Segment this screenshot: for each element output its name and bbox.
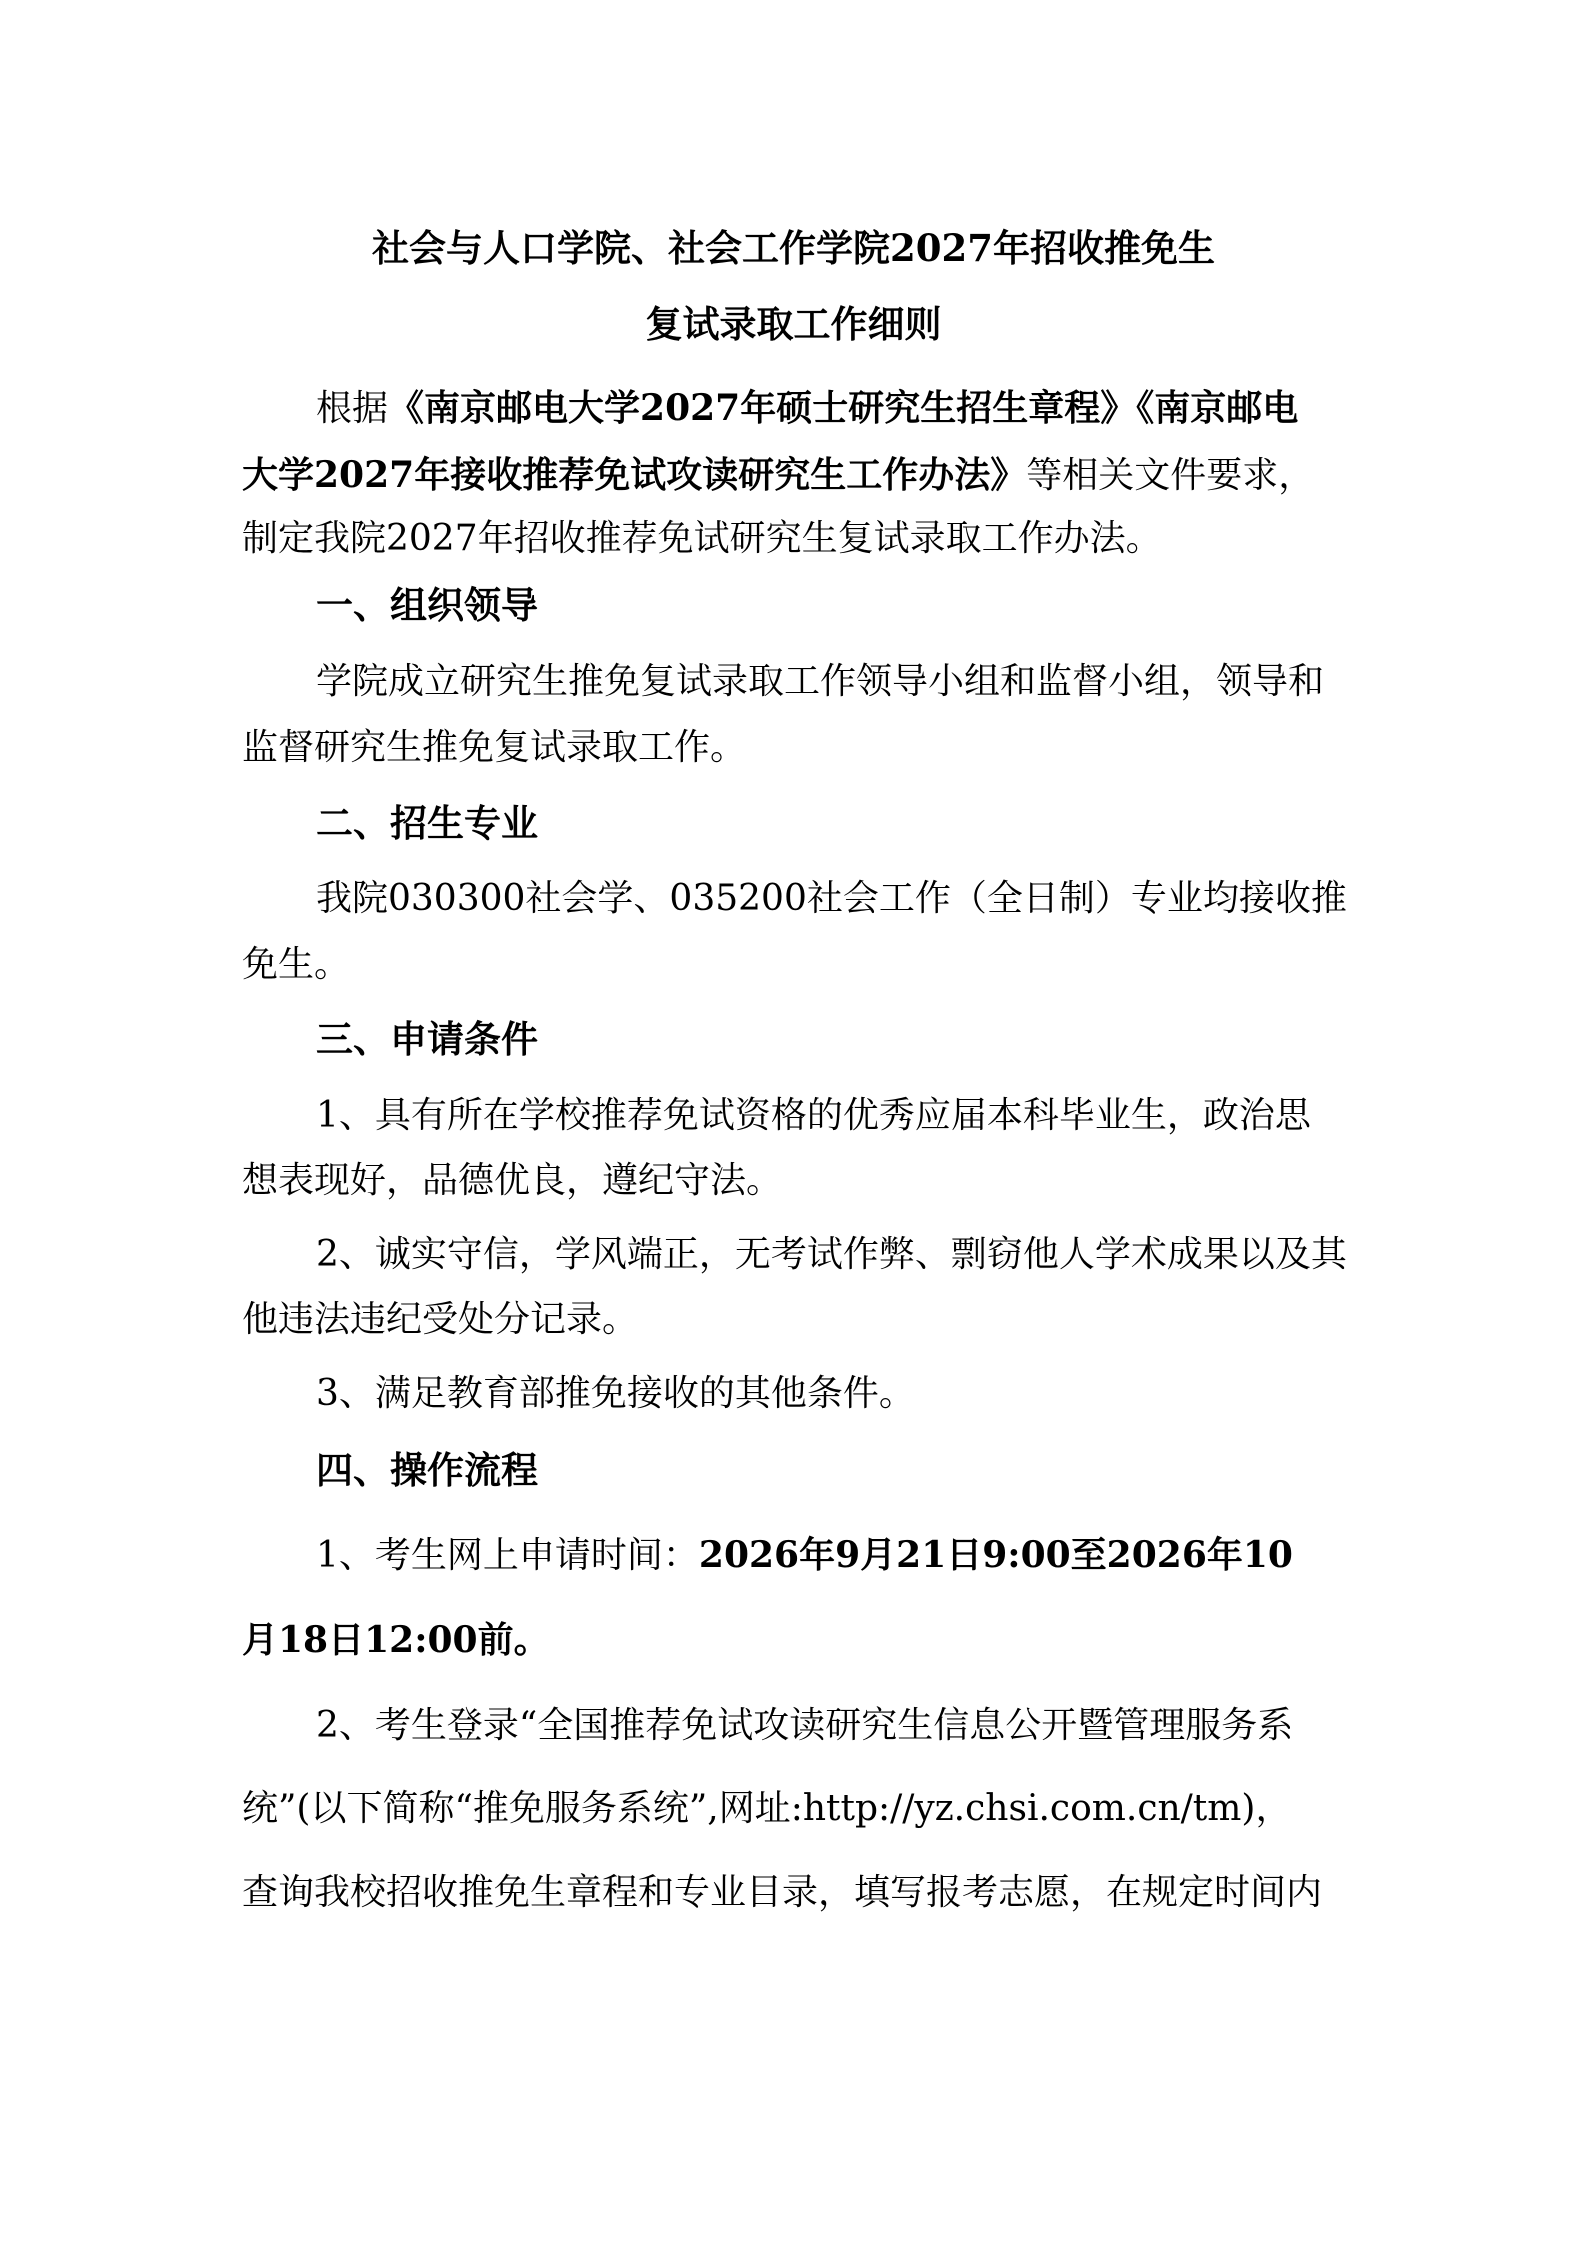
intro-line-3: 制定我院2027年招收推荐免试研究生复试录取工作办法。 (242, 518, 1162, 559)
section-4-item-2-line-3: 查询我校招收推免生章程和专业目录，填写报考志愿，在规定时间内 (242, 1872, 1323, 1913)
application-time-label: 1、考生网上申请时间： (316, 1535, 699, 1576)
section-1-line-2: 监督研究生推免复试录取工作。 (242, 727, 747, 768)
section-1-line-1: 学院成立研究生推免复试录取工作领导小组和监督小组，领导和 (316, 661, 1325, 702)
section-3-item-2-line-2: 他违法违纪受处分记录。 (242, 1299, 639, 1340)
section-2-heading: 二、招生专业 (316, 801, 538, 845)
section-2-line-1: 我院030300社会学、035200社会工作（全日制）专业均接收推 (316, 878, 1347, 919)
application-time-range: 2026年9月21日9:00至2026年10 (698, 1534, 1293, 1576)
section-4-item-2-line-1: 2、考生登录“全国推荐免试攻读研究生信息公开暨管理服务系 (316, 1705, 1294, 1746)
document-title-line-2: 复试录取工作细则 (645, 302, 942, 346)
section-3-item-1-line-2: 想表现好，品德优良，遵纪守法。 (242, 1160, 783, 1201)
section-4-item-2-line-2: 统”(以下简称“推免服务系统”,网址:http://yz.chsi.com.cn/tm)， (242, 1788, 1292, 1829)
document-title-line-1: 社会与人口学院、社会工作学院2027年招收推免生 (372, 226, 1215, 270)
intro-document-reference-1: 《南京邮电大学2027年硕士研究生招生章程》《南京邮电 (388, 387, 1299, 429)
section-3-heading: 三、申请条件 (316, 1017, 538, 1061)
intro-line-2-tail: 等相关文件要求， (1026, 455, 1315, 496)
section-1-heading: 一、组织领导 (316, 583, 538, 627)
intro-document-reference-2: 大学2027年接收推荐免试攻读研究生工作办法》 (242, 454, 1027, 496)
section-3-item-1-line-1: 1、具有所在学校推荐免试资格的优秀应届本科毕业生，政治思 (316, 1095, 1311, 1136)
section-4-item-1-line-1 (316, 1531, 1293, 1580)
section-3-item-2-line-1: 2、诚实守信，学风端正，无考试作弊、剽窃他人学术成果以及其 (316, 1234, 1347, 1275)
section-3-item-3: 3、满足教育部推免接收的其他条件。 (316, 1373, 915, 1414)
section-2-line-2: 免生。 (242, 944, 351, 985)
section-4-heading: 四、操作流程 (316, 1448, 538, 1492)
intro-line-1 (316, 384, 1298, 433)
intro-lead-text: 根据 (316, 388, 389, 429)
intro-line-2 (242, 451, 1314, 500)
section-4-item-1-line-2: 月18日12:00前。 (242, 1619, 550, 1661)
